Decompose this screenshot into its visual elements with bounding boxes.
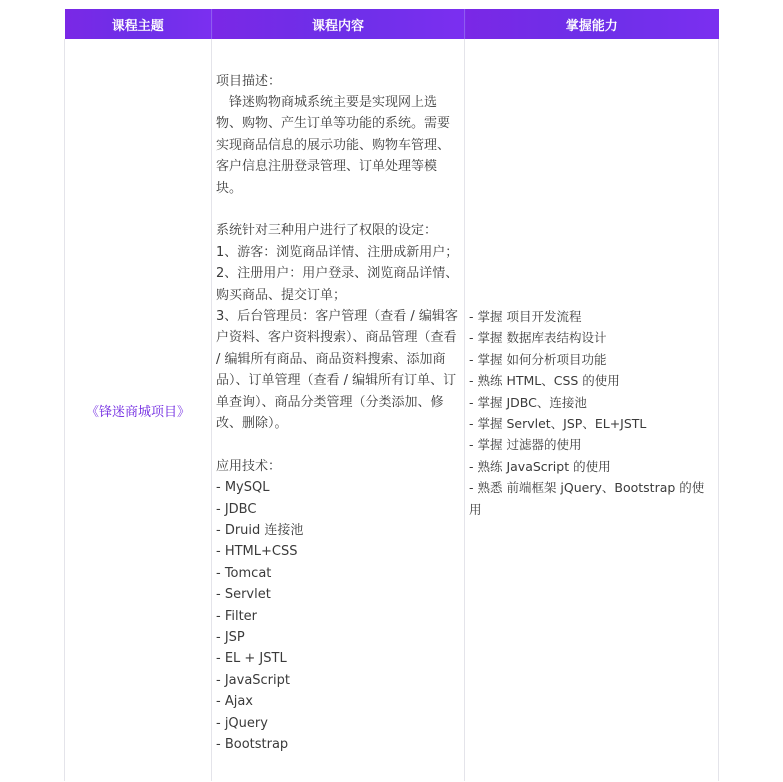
ability-item: - 掌握 项目开发流程: [469, 308, 582, 324]
topic-link[interactable]: 《锋迷商城项目》: [85, 404, 190, 420]
role-item: 3、后台管理员：客户管理（查看 / 编辑客户资料、客户资料搜索）、商品管理（查看 / 编辑所有商品、商品资料搜索、添加商品）、订单管理（查看 / 编辑所有订单、订单查询）、商品分类管理（分类添加、修改、删除）。: [216, 308, 458, 431]
ability-item: - 熟悉 前端框架 jQuery、Bootstrap 的使用: [469, 480, 705, 517]
ability-item: - 熟练 JavaScript 的使用: [469, 458, 611, 474]
role-item: 2、注册用户：用户登录、浏览商品详情、购买商品、提交订单；: [216, 266, 459, 303]
ability-cell: [465, 39, 719, 781]
roles-title: 系统针对三种用户进行了权限的设定：: [216, 223, 438, 239]
tech-item: - Tomcat: [216, 565, 272, 581]
desc-text: 锋迷购物商城系统主要是实现网上选物、购物、产生订单等功能的系统。需要实现商品信息的展示功能、购物车管理、客户信息注册登录管理、订单处理等模块。: [216, 94, 451, 196]
ability-item: - 掌握 过滤器的使用: [469, 437, 582, 453]
table-header-row: [65, 9, 719, 39]
header-content: 课程内容: [212, 9, 465, 39]
tech-item: - Servlet: [216, 587, 271, 603]
tech-item: - Bootstrap: [216, 737, 289, 753]
topic-cell: [65, 39, 212, 781]
table-row: [65, 39, 719, 781]
tech-item: - JDBC: [216, 501, 257, 517]
role-item: 1、游客：浏览商品详情、注册成新用户；: [216, 244, 459, 260]
header-ability: 掌握能力: [465, 9, 719, 39]
content-cell: [212, 39, 465, 781]
tech-item: - MySQL: [216, 480, 270, 496]
ability-item: - 掌握 Servlet、JSP、EL+JSTL: [469, 416, 647, 431]
ability-item: - 掌握 如何分析项目功能: [469, 351, 607, 367]
tech-item: - Filter: [216, 608, 258, 624]
tech-title: 应用技术：: [216, 458, 282, 474]
tech-item: - HTML+CSS: [216, 544, 298, 560]
tech-item: - JSP: [216, 630, 245, 646]
header-topic: 课程主题: [65, 9, 212, 39]
tech-item: - Druid 连接池: [216, 523, 304, 539]
desc-title: 项目描述：: [216, 73, 282, 89]
tech-item: - Ajax: [216, 694, 253, 710]
tech-item: - JavaScript: [216, 672, 290, 688]
tech-item: - EL + JSTL: [216, 651, 287, 667]
ability-item: - 掌握 数据库表结构设计: [469, 330, 607, 346]
ability-item: - 掌握 JDBC、连接池: [469, 394, 587, 410]
tech-item: - jQuery: [216, 715, 268, 731]
ability-item: - 熟练 HTML、CSS 的使用: [469, 373, 620, 389]
course-table: [64, 9, 719, 781]
